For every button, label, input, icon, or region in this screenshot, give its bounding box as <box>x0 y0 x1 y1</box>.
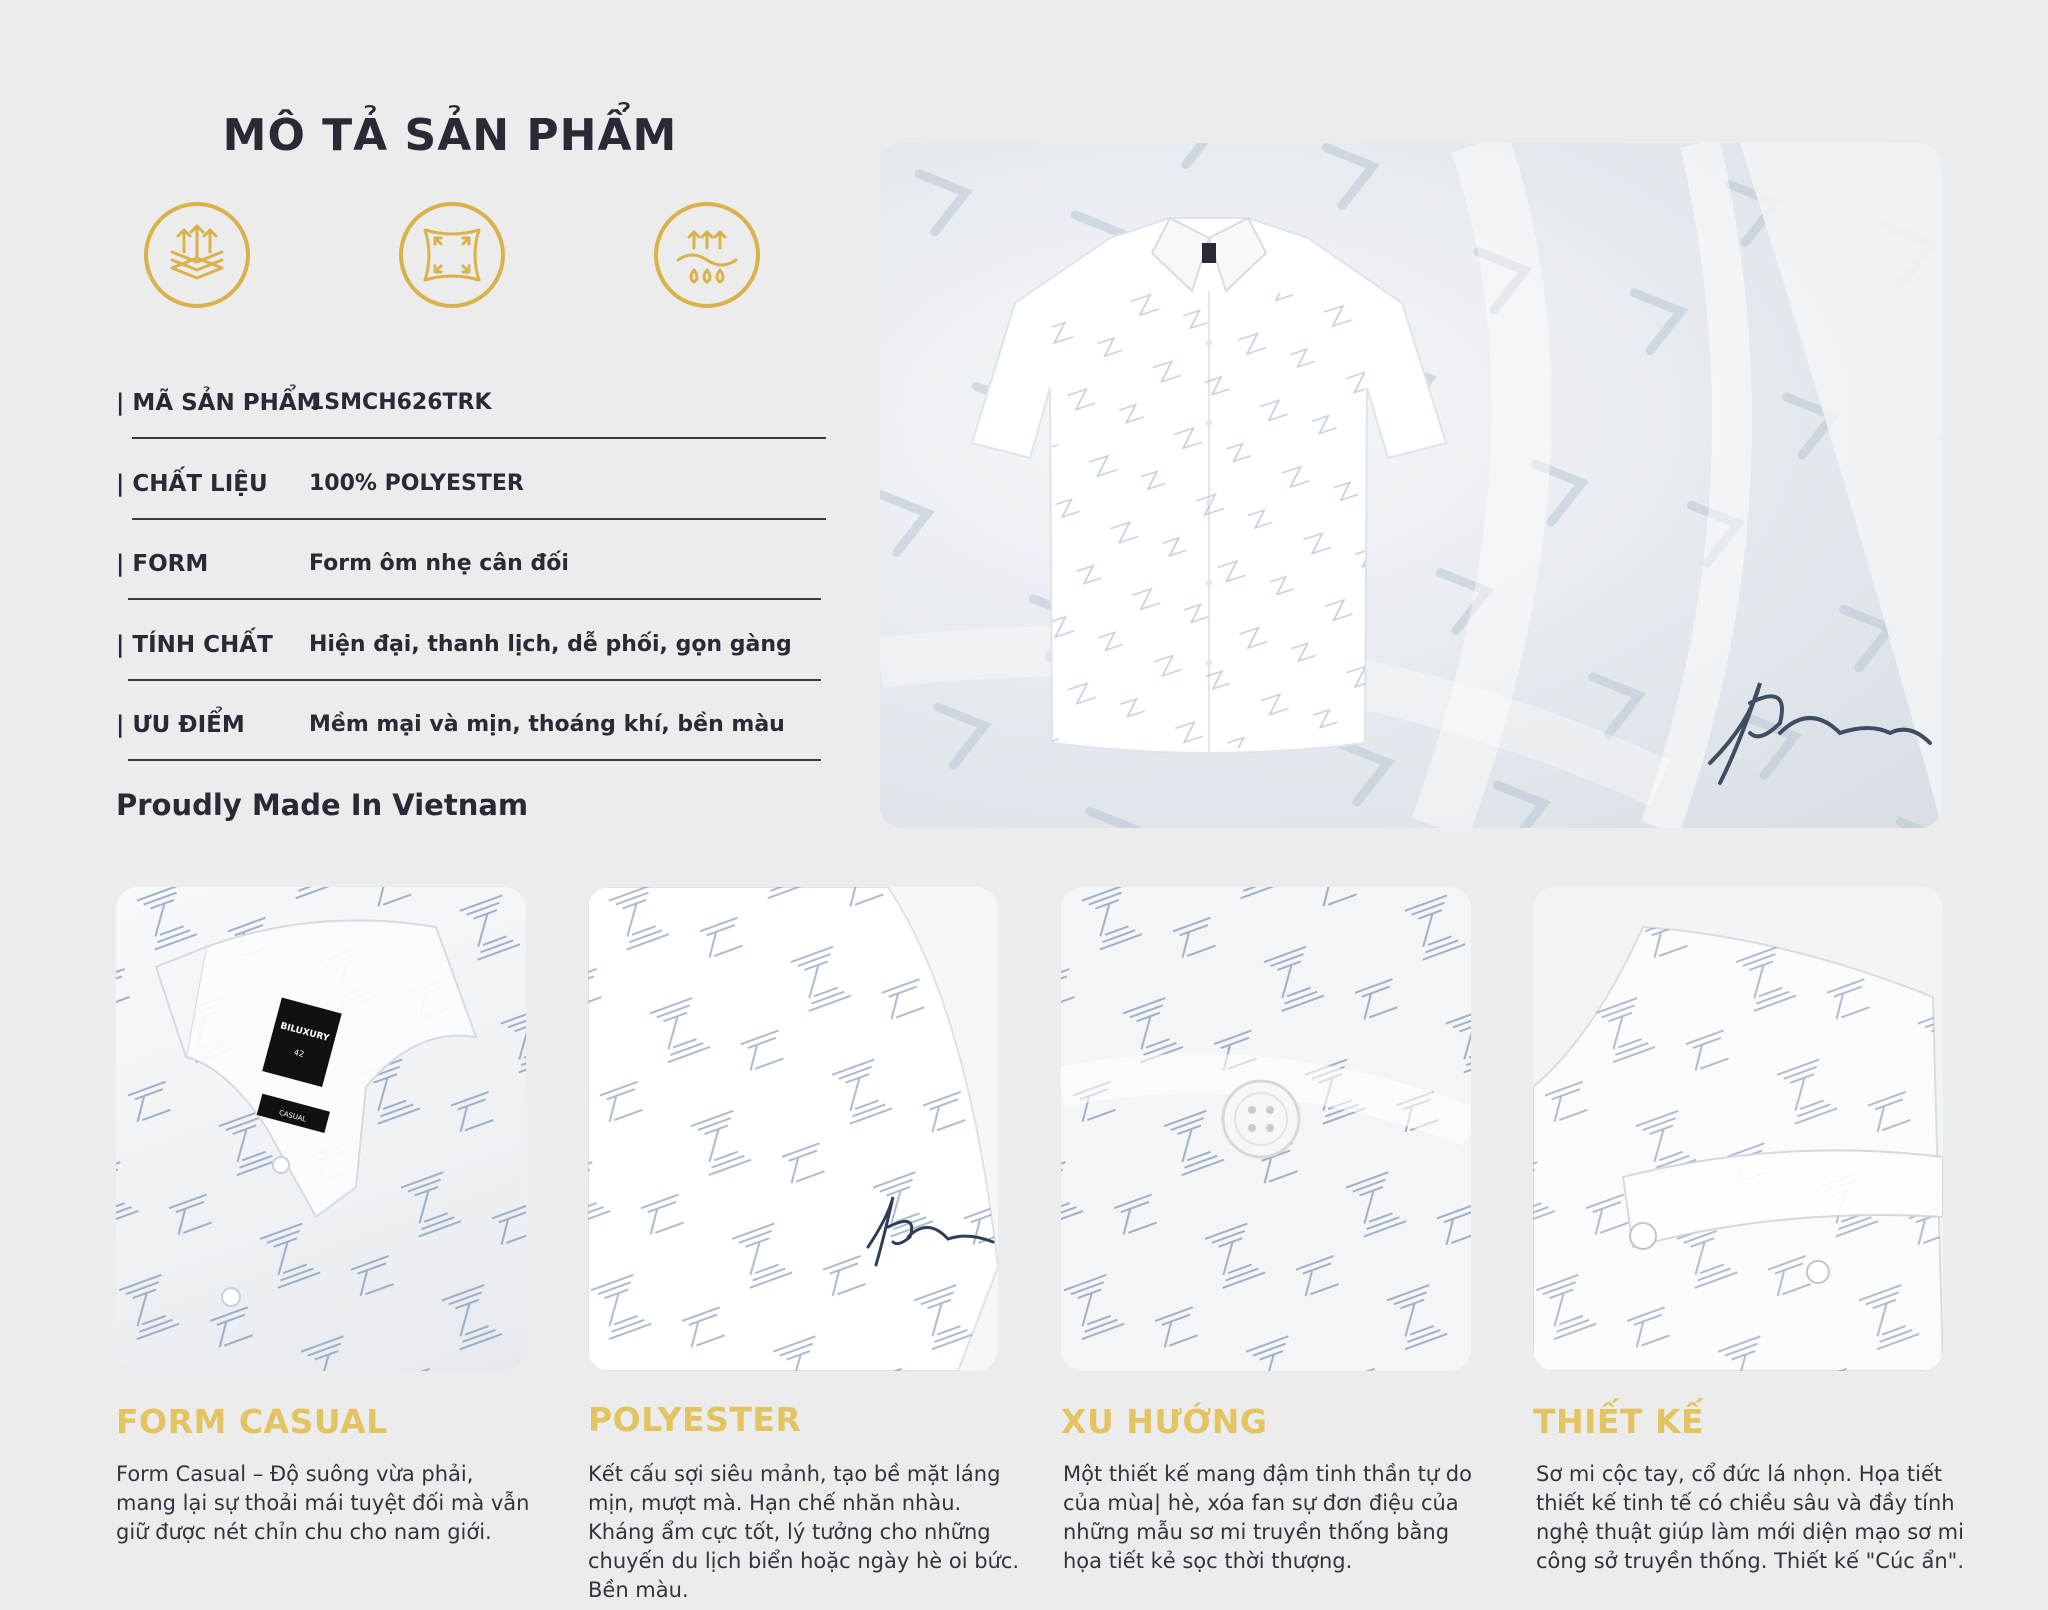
feature-text: Một thiết kế mang đậm tinh thần tự do của mùa| hè, xóa fan sự đơn điệu của những mẫu sơ mi truyền thống bằng họa tiết kẻ sọc thời thượng. <box>1063 1462 1472 1573</box>
spec-value: 1SMCH626TRK <box>309 390 492 415</box>
feature-text: Form Casual – Độ suông vừa phải, mang lại sự thoải mái tuyệt đối mà vẫn giữ được nét chỉn chu cho nam giới. <box>116 1462 530 1544</box>
feature-title: THIẾT KẾ <box>1533 1402 1705 1441</box>
breathable-layers-icon <box>144 202 250 308</box>
page-title: MÔ TẢ SẢN PHẨM <box>222 110 678 161</box>
divider <box>132 518 826 520</box>
spec-row-properties <box>116 610 821 690</box>
spec-label: | TÍNH CHẤT <box>116 632 273 658</box>
made-in-label: Proudly Made In Vietnam <box>116 788 529 822</box>
spec-value: Mềm mại và mịn, thoáng khí, bền màu <box>309 712 785 737</box>
button-closeup-image <box>1061 887 1471 1371</box>
divider <box>128 759 821 761</box>
stretch-fabric-icon <box>399 202 505 308</box>
spec-row-product-code <box>116 368 826 448</box>
collar-closeup-image <box>116 887 526 1371</box>
feature-text: Sơ mi cộc tay, cổ đức lá nhọn. Họa tiết thiết kế tinh tế có chiều sâu và đầy tính nghệ thuật giúp làm mới diện mạo sơ mi công sở truyền thống. Thiết kế "Cúc ẩn". <box>1536 1462 1964 1573</box>
spec-row-advantages <box>116 690 821 770</box>
size-label-text: 42 <box>292 1047 306 1060</box>
spec-row-form <box>116 529 821 609</box>
sleeve-closeup-image <box>588 887 998 1371</box>
divider <box>128 598 821 600</box>
spec-value: Hiện đại, thanh lịch, dễ phối, gọn gàng <box>309 632 792 657</box>
feature-title: FORM CASUAL <box>116 1402 388 1441</box>
feature-text: Kết cấu sợi siêu mảnh, tạo bề mặt láng mịn, mượt mà. Hạn chế nhăn nhàu. Kháng ẩm cực tốt, lý tưởng cho những chuyến du lịch biển hoặc ngày hè oi bức. Bền màu. <box>588 1462 1020 1602</box>
spec-label: | FORM <box>116 551 209 577</box>
fit-label-text: CASUAL <box>278 1108 308 1124</box>
divider <box>128 679 821 681</box>
spec-label: | ƯU ĐIỂM <box>116 712 245 738</box>
brand-label-text: BILUXURY <box>279 1021 331 1044</box>
spec-row-material <box>116 449 826 529</box>
spec-label: | MÃ SẢN PHẨM <box>116 390 320 416</box>
spec-value: Form ôm nhẹ cân đối <box>309 551 569 576</box>
feature-title: POLYESTER <box>588 1400 802 1439</box>
feature-title: XU HƯỚNG <box>1061 1402 1268 1441</box>
hero-shirt-image <box>880 143 1942 828</box>
spec-value: 100% POLYESTER <box>309 471 524 496</box>
collar-detail-image <box>1533 887 1943 1371</box>
spec-label: | CHẤT LIỆU <box>116 471 268 497</box>
divider <box>132 437 826 439</box>
moisture-wicking-icon <box>654 202 760 308</box>
